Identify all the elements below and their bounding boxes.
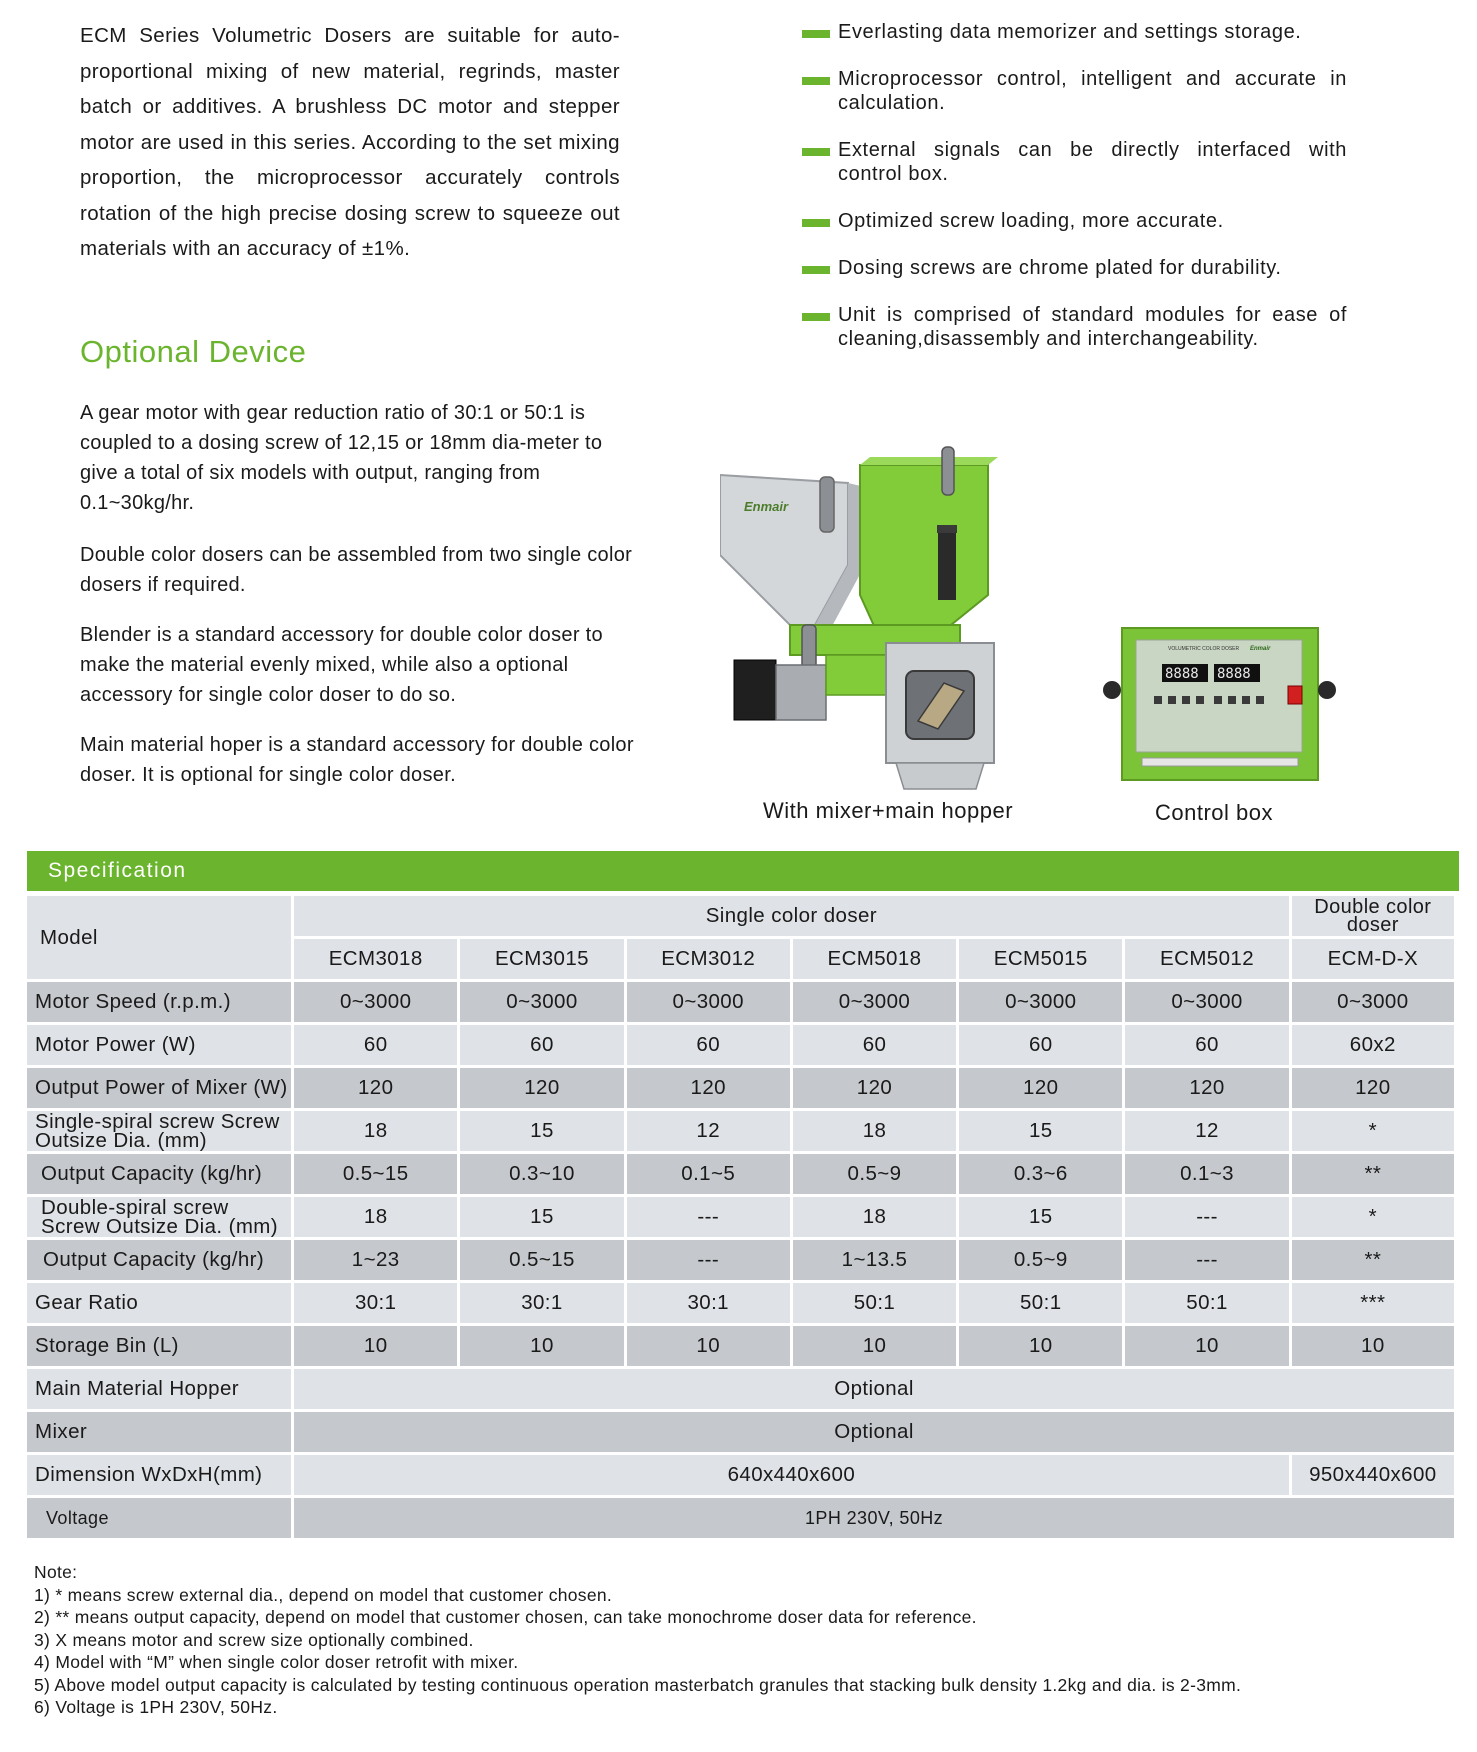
notes-block <box>34 1561 1241 1719</box>
table-cell: 0~3000 <box>959 982 1122 1022</box>
table-cell: 0.5~15 <box>460 1240 623 1280</box>
row-label: Main Material Hopper <box>27 1369 291 1409</box>
model-header: Model <box>27 896 291 979</box>
row-label: Motor Power (W) <box>27 1025 291 1065</box>
row-label: Output Capacity (kg/hr) <box>27 1240 291 1280</box>
table-cell: * <box>1292 1111 1454 1151</box>
table-cell: 120 <box>1125 1068 1288 1108</box>
bullet-bar-icon <box>802 219 830 227</box>
table-cell: 60 <box>959 1025 1122 1065</box>
feature-item: Optimized screw loading, more accurate. <box>802 209 1347 233</box>
feature-list <box>802 20 1347 351</box>
table-cell: 60 <box>627 1025 790 1065</box>
row-label: Gear Ratio <box>27 1283 291 1323</box>
doser-photo <box>720 445 1050 790</box>
table-cell: 60 <box>1125 1025 1288 1065</box>
table-row <box>27 1455 1454 1495</box>
control-box-caption: Control box <box>1155 800 1274 825</box>
note-item: 3) X means motor and screw size optionally combined. <box>34 1629 474 1650</box>
row-label: Output Capacity (kg/hr) <box>27 1154 291 1194</box>
table-row <box>27 1412 1454 1452</box>
table-cell: 60 <box>460 1025 623 1065</box>
table-cell: 10 <box>793 1326 956 1366</box>
feature-item: Everlasting data memorizer and settings storage. <box>802 20 1347 44</box>
optional-paragraph-blender: Blender is a standard accessory for double color doser to make the material evenly mixed, while also a optional accessory for single color doser to do so. <box>80 624 603 706</box>
optional-paragraph-hopper: Main material hoper is a standard accessory for double color doser. It is optional for single color doser. <box>80 734 634 786</box>
table-cell: 30:1 <box>294 1283 457 1323</box>
table-cell: 120 <box>627 1068 790 1108</box>
specification-table <box>24 893 1457 1541</box>
table-cell: 0.1~5 <box>627 1154 790 1194</box>
table-cell: --- <box>627 1240 790 1280</box>
optional-device-title: Optional Device <box>80 334 307 369</box>
table-cell: 30:1 <box>627 1283 790 1323</box>
bullet-bar-icon <box>802 77 830 85</box>
bullet-bar-icon <box>802 148 830 156</box>
table-cell: 10 <box>1125 1326 1288 1366</box>
table-cell: 1~13.5 <box>793 1240 956 1280</box>
table-cell: 10 <box>1292 1326 1454 1366</box>
table-cell: 60 <box>294 1025 457 1065</box>
table-cell: 50:1 <box>1125 1283 1288 1323</box>
table-row <box>27 1111 1454 1151</box>
table-cell: 60 <box>793 1025 956 1065</box>
table-cell: 0~3000 <box>1125 982 1288 1022</box>
row-label: Single-spiral screw Screw Outsize Dia. (mm) <box>27 1111 291 1151</box>
table-row <box>27 1154 1454 1194</box>
row-label: Output Power of Mixer (W) <box>27 1068 291 1108</box>
table-cell: 0~3000 <box>460 982 623 1022</box>
single-color-header: Single color doser <box>294 896 1289 936</box>
model-cell: ECM5012 <box>1125 939 1288 979</box>
brand-logo-doser: Enmair <box>744 499 789 514</box>
table-cell: 18 <box>294 1197 457 1237</box>
table-cell: 15 <box>959 1197 1122 1237</box>
svg-text:VOLUMETRIC COLOR DOSER: VOLUMETRIC COLOR DOSER <box>1168 646 1240 652</box>
table-cell: 120 <box>460 1068 623 1108</box>
table-cell: 18 <box>294 1111 457 1151</box>
row-label: Motor Speed (r.p.m.) <box>27 982 291 1022</box>
table-cell: 15 <box>460 1197 623 1237</box>
table-cell: 12 <box>627 1111 790 1151</box>
brand-logo-controlbox: Enmair <box>1250 646 1271 652</box>
note-item: 4) Model with “M” when single color doser retrofit with mixer. <box>34 1652 519 1672</box>
table-row <box>27 1068 1454 1108</box>
row-label: Double-spiral screw Screw Outsize Dia. (mm) <box>27 1197 291 1237</box>
table-cell: 0.3~6 <box>959 1154 1122 1194</box>
table-row <box>27 1025 1454 1065</box>
table-cell: 640x440x600 <box>294 1455 1289 1495</box>
table-cell: 10 <box>627 1326 790 1366</box>
note-item: 5) Above model output capacity is calculated by testing continuous operation masterbatch granules that stacking bulk density 1.2kg and dia. is 2-3mm. <box>34 1674 1242 1695</box>
table-cell: 0.5~9 <box>793 1154 956 1194</box>
table-cell: --- <box>1125 1240 1288 1280</box>
table-cell: 950x440x600 <box>1292 1455 1454 1495</box>
table-row <box>27 982 1454 1022</box>
display-left: 8888 <box>1165 666 1199 682</box>
table-cell: 15 <box>460 1111 623 1151</box>
table-cell: 1PH 230V, 50Hz <box>294 1498 1454 1538</box>
table-cell: --- <box>627 1197 790 1237</box>
control-box-photo <box>1102 612 1337 787</box>
table-cell: 1~23 <box>294 1240 457 1280</box>
display-right: 8888 <box>1217 666 1251 682</box>
feature-item: Microprocessor control, intelligent and accurate in calculation. <box>802 67 1347 115</box>
feature-item: Dosing screws are chrome plated for durability. <box>802 256 1347 280</box>
table-cell: 50:1 <box>959 1283 1122 1323</box>
row-label: Voltage <box>27 1498 291 1538</box>
row-label: Mixer <box>27 1412 291 1452</box>
intro-paragraph: ECM Series Volumetric Dosers are suitable for auto-proportional mixing of new material, regrinds, master batch or additives. A brushless DC motor and stepper motor are used in this series. According to the set mixing proportion, the microprocessor accurately controls rotation of the high precise dosing screw to squeeze out materials with an accuracy of ±1%. <box>80 24 620 260</box>
row-label: Dimension WxDxH(mm) <box>27 1455 291 1495</box>
table-cell: 0~3000 <box>793 982 956 1022</box>
table-cell: 10 <box>294 1326 457 1366</box>
table-cell: 10 <box>959 1326 1122 1366</box>
model-cell: ECM-D-X <box>1292 939 1454 979</box>
note-item: 6) Voltage is 1PH 230V, 50Hz. <box>34 1697 278 1717</box>
note-item: 2) ** means output capacity, depend on model that customer chosen, can take monochrome doser data for reference. <box>34 1607 977 1627</box>
table-row <box>27 1498 1454 1538</box>
table-row <box>27 1197 1454 1237</box>
model-cell: ECM3015 <box>460 939 623 979</box>
table-cell: 0.1~3 <box>1125 1154 1288 1194</box>
table-cell: 50:1 <box>793 1283 956 1323</box>
bullet-bar-icon <box>802 30 830 38</box>
optional-paragraph-gear: A gear motor with gear reduction ratio of 30:1 or 50:1 is coupled to a dosing screw of 12,15 or 18mm dia-meter to give a total of six models with output, ranging from 0.1~30kg/hr. <box>80 402 603 514</box>
specification-header: Specification <box>27 851 1459 891</box>
table-row <box>27 1240 1454 1280</box>
model-cell: ECM3018 <box>294 939 457 979</box>
table-cell: Optional <box>294 1412 1454 1452</box>
table-cell: 0.3~10 <box>460 1154 623 1194</box>
feature-item: Unit is comprised of standard modules for ease of cleaning,disassembly and interchangeability. <box>802 303 1347 351</box>
model-cell: ECM5015 <box>959 939 1122 979</box>
table-cell: 15 <box>959 1111 1122 1151</box>
table-row <box>27 1283 1454 1323</box>
row-label: Storage Bin (L) <box>27 1326 291 1366</box>
table-cell: *** <box>1292 1283 1454 1323</box>
table-cell: ** <box>1292 1240 1454 1280</box>
table-cell: 0.5~9 <box>959 1240 1122 1280</box>
table-cell: 10 <box>460 1326 623 1366</box>
model-cell: ECM3012 <box>627 939 790 979</box>
feature-item: External signals can be directly interfaced with control box. <box>802 138 1347 186</box>
table-cell: --- <box>1125 1197 1288 1237</box>
table-cell: 0.5~15 <box>294 1154 457 1194</box>
bullet-bar-icon <box>802 266 830 274</box>
table-cell: 18 <box>793 1111 956 1151</box>
table-cell: 0~3000 <box>627 982 790 1022</box>
table-cell: 60x2 <box>1292 1025 1454 1065</box>
bullet-bar-icon <box>802 313 830 321</box>
header-row <box>27 896 1454 936</box>
doser-caption: With mixer+main hopper <box>763 798 1014 823</box>
table-cell: 120 <box>959 1068 1122 1108</box>
table-cell: 120 <box>793 1068 956 1108</box>
table-cell: 0~3000 <box>1292 982 1454 1022</box>
double-color-header: Double color doser <box>1292 896 1454 936</box>
table-row <box>27 1369 1454 1409</box>
table-cell: 30:1 <box>460 1283 623 1323</box>
table-cell: 18 <box>793 1197 956 1237</box>
table-row <box>27 1326 1454 1366</box>
table-cell: 12 <box>1125 1111 1288 1151</box>
model-cell: ECM5018 <box>793 939 956 979</box>
table-cell: 120 <box>1292 1068 1454 1108</box>
table-cell: Optional <box>294 1369 1454 1409</box>
notes-title: Note: <box>34 1562 78 1582</box>
table-cell: * <box>1292 1197 1454 1237</box>
table-cell: 0~3000 <box>294 982 457 1022</box>
note-item: 1) * means screw external dia., depend on model that customer chosen. <box>34 1584 613 1605</box>
table-cell: ** <box>1292 1154 1454 1194</box>
optional-paragraph-double: Double color dosers can be assembled from two single color dosers if required. <box>80 544 633 596</box>
table-cell: 120 <box>294 1068 457 1108</box>
